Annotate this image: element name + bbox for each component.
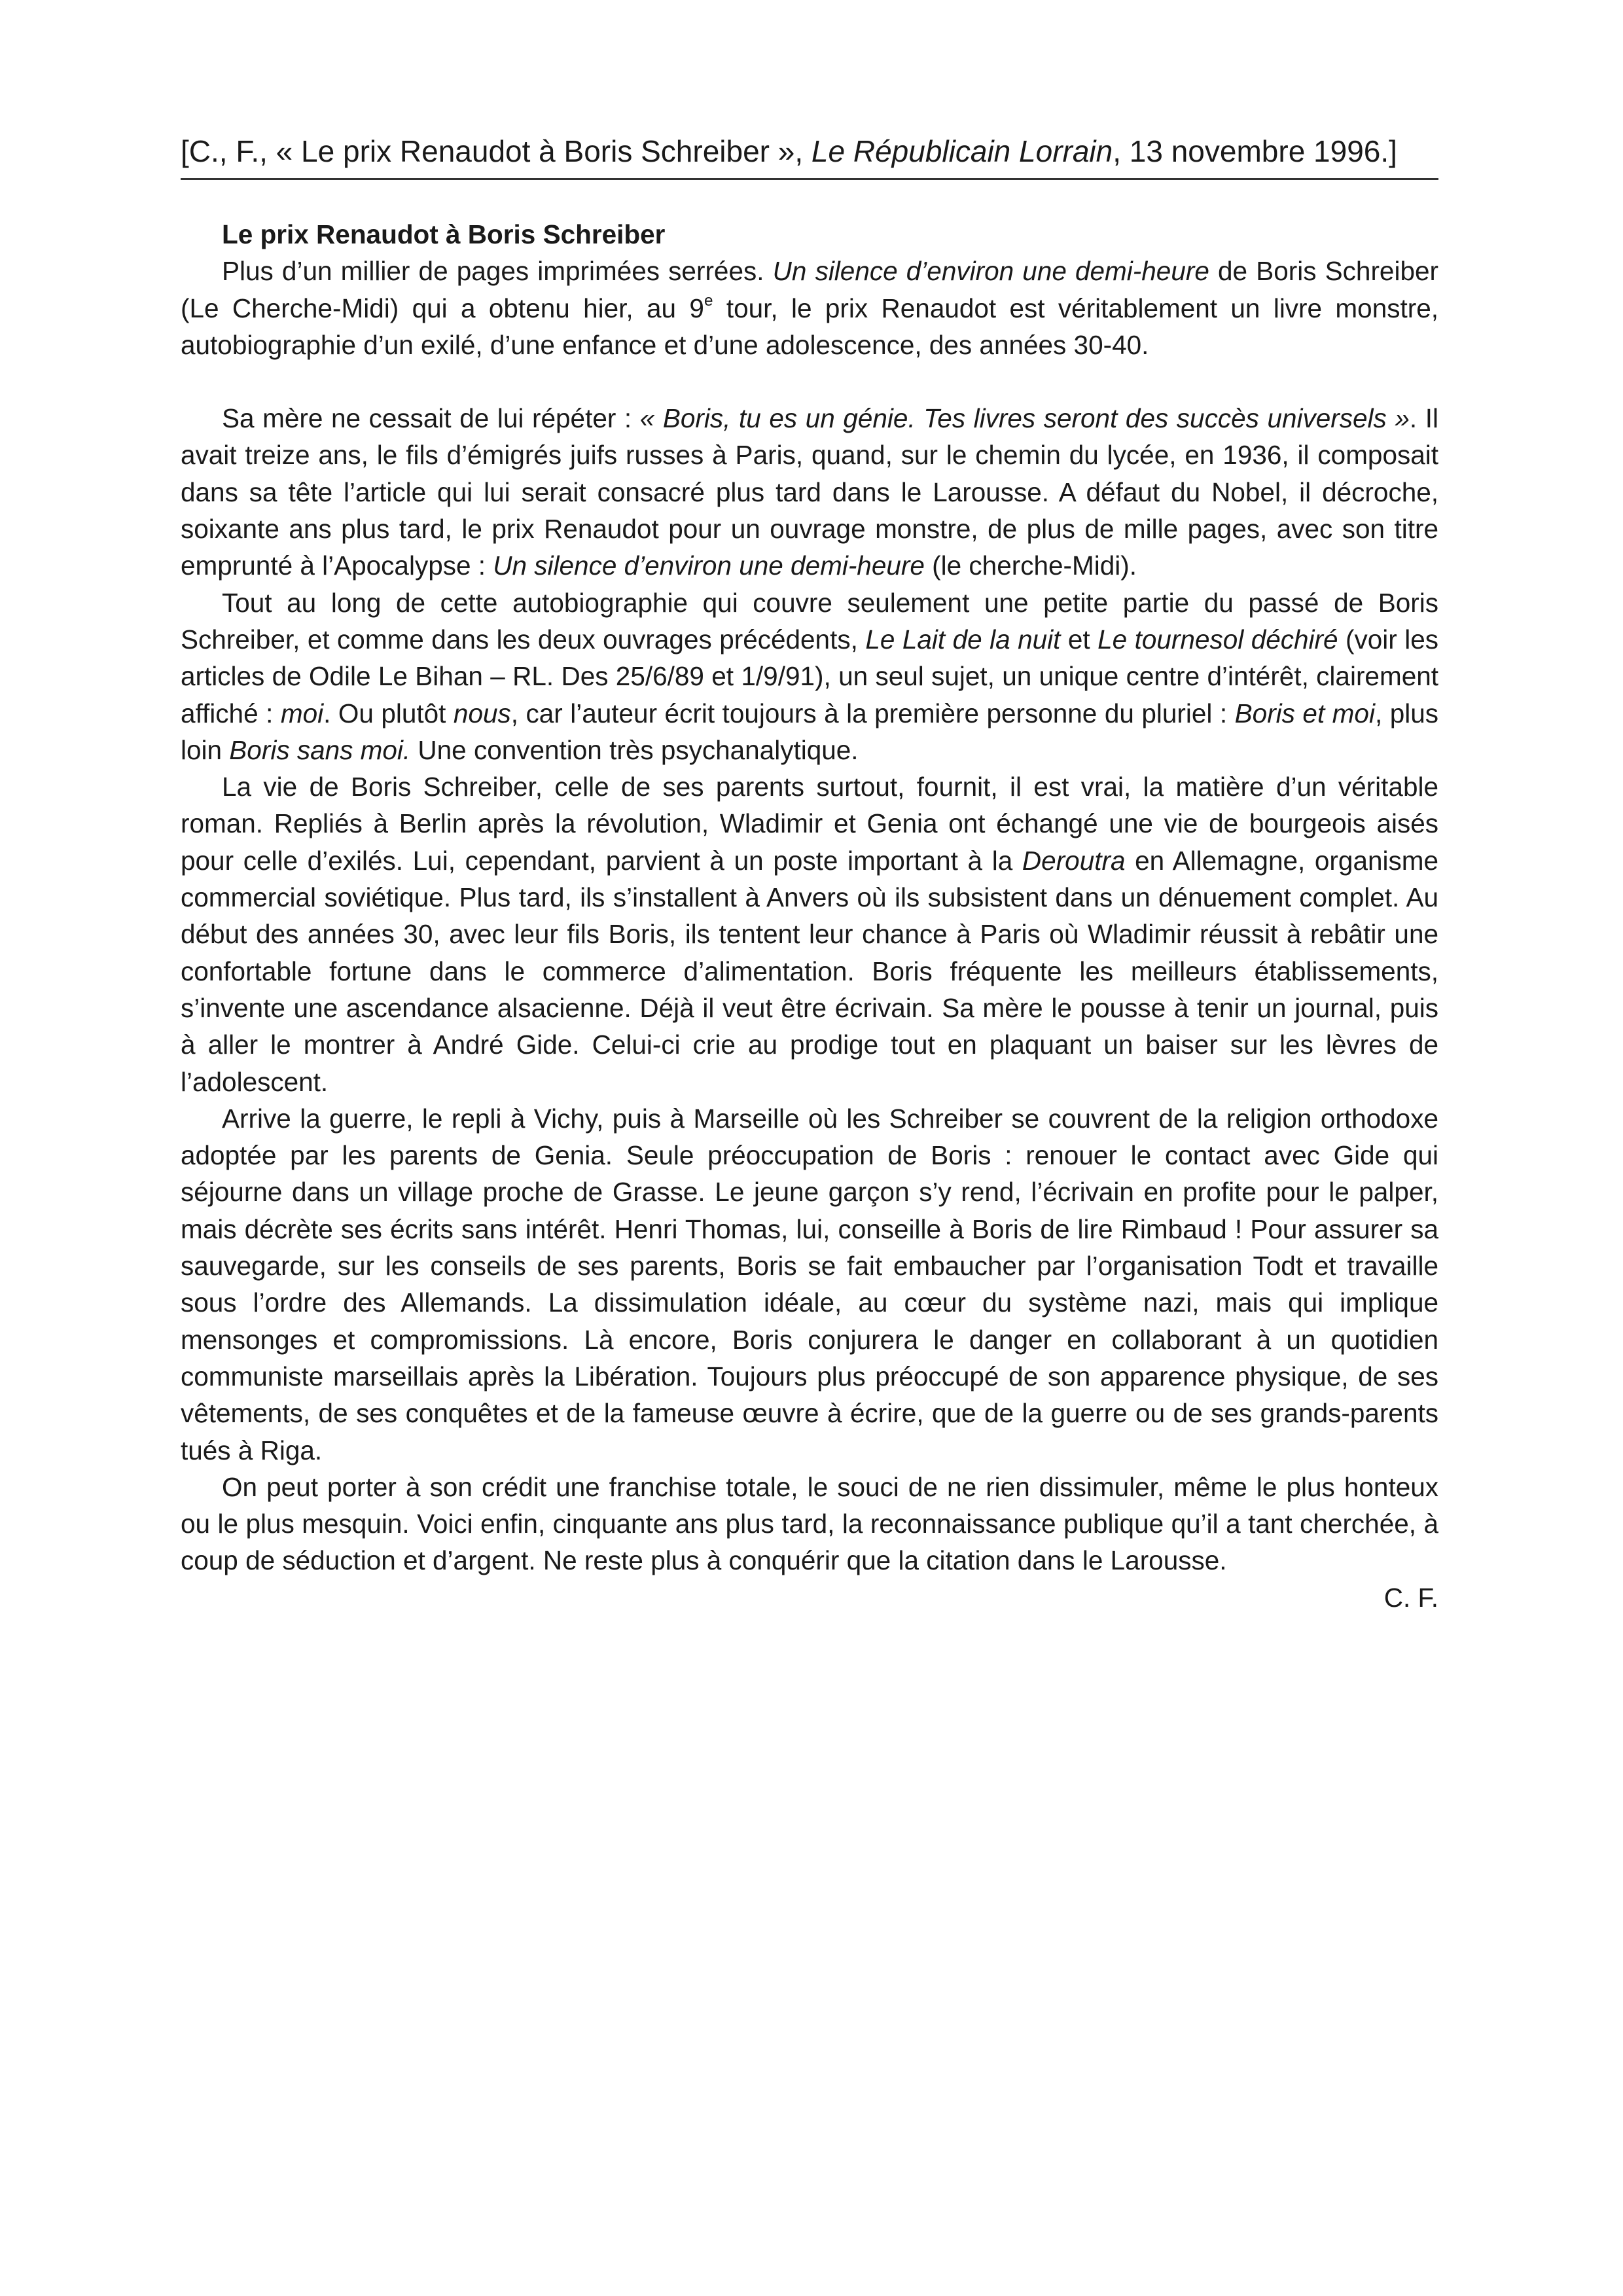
book-title: Le tournesol déchiré (1097, 624, 1338, 655)
paragraph-intro (181, 253, 1438, 363)
text-run: de Boris Schreiber (Le Cherche-Midi) qui a obtenu hier, au 9 (181, 256, 1438, 323)
author-signature: C. F. (1383, 1582, 1438, 1613)
text-run: tour, le prix Renaudot est véritablement un livre monstre, autobiographie d’un exilé, d’une enfance et d’une adolescence, des années 30-40. (181, 293, 1438, 360)
text-run: Tout au long de cette autobiographie qui couvre seulement une petite partie du passé de Boris Schreiber, et comme dans les deux ouvrages précédents, (181, 587, 1438, 655)
ordinal-superscript: e (704, 291, 713, 310)
mother-quote: « Boris, tu es un génie. Tes livres seront des succès universels » (639, 403, 1410, 434)
citation-suffix: , 13 novembre 1996.] (1113, 134, 1397, 168)
text-run: La vie de Boris Schreiber, celle de ses parents surtout, fournit, il est vrai, la matière d’un véritable roman. Repliés à Berlin après la révolution, Wladimir et Genia ont échangé une vie de bourgeois aisés pour celle d’exilés. Lui, cependant, parvient à un poste important à la (181, 772, 1438, 876)
book-title: Boris et moi (1234, 698, 1375, 728)
text-run: , car l’auteur écrit toujours à la première personne du pluriel : (510, 698, 1235, 728)
text-run: et (1060, 624, 1098, 655)
book-title: Boris sans moi. (229, 734, 411, 765)
article-headline: Le prix Renaudot à Boris Schreiber (222, 219, 666, 249)
text-run: Sa mère ne cessait de lui répéter : (222, 403, 640, 434)
text-run: Une convention très psychanalytique. (410, 734, 859, 765)
text-run: . Ou plutôt (323, 698, 454, 728)
paragraph-war: Arrive la guerre, le repli à Vichy, puis à Marseille où les Schreiber se couvrent de la religion orthodoxe adoptée par les parents de Genia. Seule préoccupation de Boris : renouer le contact avec Gide qui séjourne dans un village proche de Grasse. Le jeune garçon s’y rend, l’écrivain en profite pour le palper, mais décrète ses écrits sans intérêt. Henri Thomas, lui, conseille à Boris de lire Rimbaud ! Pour assurer sa sauvegarde, sur les conseils de ses parents, Boris se fait embaucher par l’organisation Todt et travaille sous l’ordre des Allemands. La dissimulation idéale, au cœur du système nazi, mais qui implique mensonges et compromissions. Là encore, Boris conjurera le danger en collaborant à un quotidien communiste marseillais après la Libération. Toujours plus préoccupé de son apparence physique, de ses vêtements, de ses conquêtes et de la fameuse œuvre à écrire, que de la guerre ou de ses grands-parents tués à Riga. (181, 1103, 1438, 1465)
paragraph-mother (181, 400, 1438, 584)
organisation-name: Deroutra (1022, 845, 1126, 876)
paragraph-autobiography (181, 584, 1438, 768)
emphasis: nous (453, 698, 511, 728)
text-run: en Allemagne, organisme commercial soviétique. Plus tard, ils s’installent à Anvers où ils subsistent dans un dénuement complet. Au début des années 30, avec leur fils Boris, ils tentent leur chance à Paris où Wladimir réussit à rebâtir une confortable fortune dans le commerce d’alimentation. Boris fréquente les meilleurs établissements, s’invente une ascendance alsacienne. Déjà il veut être écrivain. Sa mère le pousse à tenir un journal, puis à aller le montrer à André Gide. Celui-ci crie au prodige tout en plaquant un baiser sur les lèvres de l’adolescent. (181, 845, 1439, 1097)
citation-header (181, 130, 1438, 173)
article-body (181, 216, 1438, 1616)
text-run: . Il avait treize ans, le fils d’émigrés juifs russes à Paris, quand, sur le chemin du lycée, en 1936, il composait dans sa tête l’article qui lui serait consacré plus tard dans le Larousse. A défaut du Nobel, il décroche, soixante ans plus tard, le prix Renaudot pour un ouvrage monstre, de plus de mille pages, avec son titre emprunté à l’Apocalypse : (181, 403, 1438, 581)
emphasis: moi (280, 698, 324, 728)
text-run: Plus d’un millier de pages imprimées serrées. (222, 256, 773, 287)
text-run: (voir les articles de Odile Le Bihan – RL. Des 25/6/89 et 1/9/91), un seul sujet, un unique centre d’intérêt, clairement affiché : (181, 624, 1439, 728)
paragraph-family-history (181, 768, 1438, 1100)
header-divider (181, 178, 1438, 180)
paragraph-conclusion: On peut porter à son crédit une franchise totale, le souci de ne rien dissimuler, même le plus honteux ou le plus mesquin. Voici enfin, cinquante ans plus tard, la reconnaissance publique qu’il a tant cherchée, à coup de séduction et d’argent. Ne reste plus à conquérir que la citation dans le Larousse. (181, 1471, 1438, 1576)
citation-prefix: [C., F., « Le prix Renaudot à Boris Schreiber », (181, 134, 812, 168)
text-run: , plus loin (181, 698, 1438, 765)
book-title: Un silence d’environ une demi-heure (493, 550, 925, 581)
text-run: (le cherche-Midi). (924, 550, 1137, 581)
book-title: Un silence d’environ une demi-heure (772, 256, 1209, 287)
book-title: Le Lait de la nuit (865, 624, 1061, 655)
newspaper-title: Le Républicain Lorrain (811, 134, 1113, 168)
